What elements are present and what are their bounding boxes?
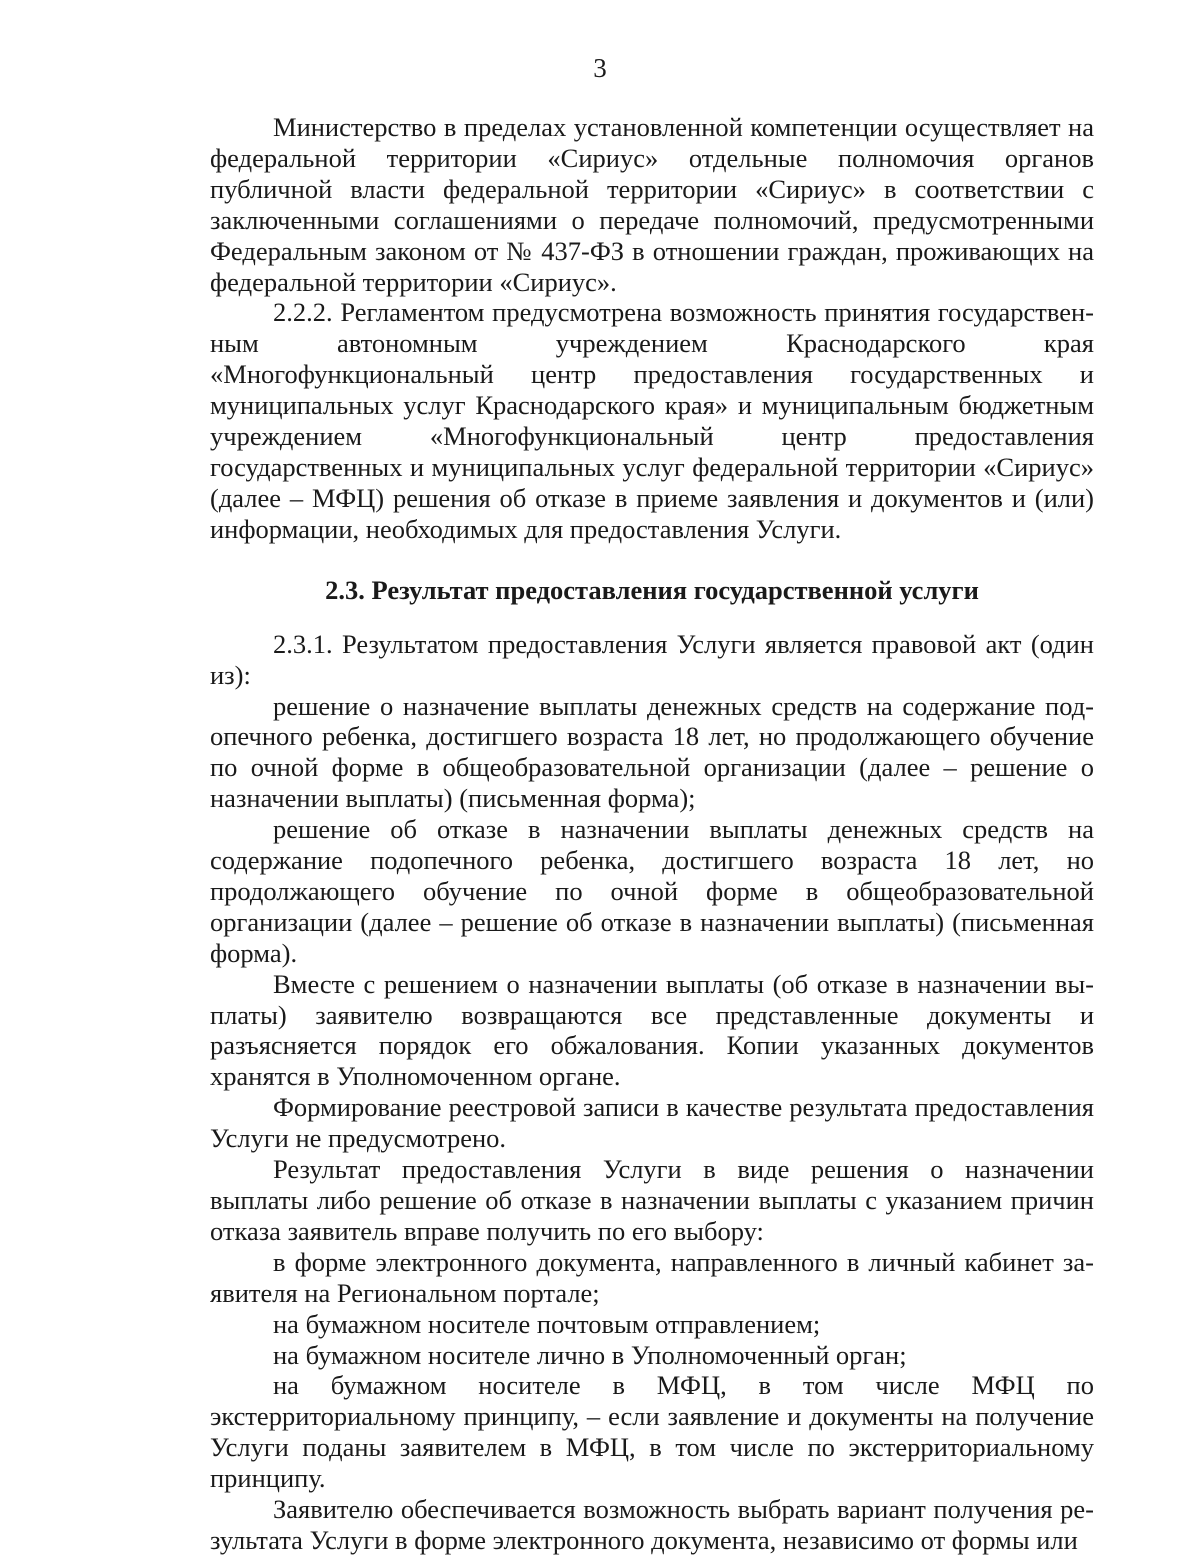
paragraph-electronic-form: в форме электронного документа, направленного в личный кабинет заявителя на Региональном портале; bbox=[210, 1246, 1094, 1308]
paragraph-2-3-1: 2.3.1. Результатом предоставления Услуги является правовой акт (один из): bbox=[210, 628, 1094, 690]
paragraph-result-choice: Результат предоставления Услуги в виде решения о назначении выплаты либо решение об отказе в назначении выплаты с указанием причин отказа заявитель вправе получить по его выбору: bbox=[210, 1154, 1094, 1246]
document-body bbox=[210, 112, 1094, 1556]
paragraph-paper-mail: на бумажном носителе почтовым отправлением; bbox=[273, 1308, 821, 1339]
page-number: 3 bbox=[593, 53, 607, 83]
paragraph-registry-record: Формирование реестровой записи в качестве результата предоставления Услуги не предусмотрено. bbox=[210, 1092, 1094, 1154]
paragraph-ministry-competence: Министерство в пределах установленной компетенции осуществляет на федеральной территории «Сириус» отдельные полномочия органов публичной власти федеральной территории «Сириус» в соответствии с заключенными соглашениями о передаче полномочий, предусмотренными Федеральным законом от № 437-ФЗ в отношении граждан, проживающих на федеральной территории «Сириус». bbox=[210, 112, 1094, 297]
paragraph-paper-mfc: на бумажном носителе в МФЦ, в том числе МФЦ по экстерриториальному принципу, – если заявление и документы на получение Услуги поданы заявителем в МФЦ, в том числе по экстерриториальному принципу. bbox=[210, 1370, 1094, 1494]
paragraph-documents-returned: Вместе с решением о назначении выплаты (об отказе в назначении выплаты) заявителю возвращаются все представленные документы и разъясняется порядок его обжалования. Копии указанных документов хранятся в Уполномоченном органе. bbox=[210, 968, 1094, 1092]
section-heading-2-3: 2.3. Результат предоставления государственной услуги bbox=[325, 574, 979, 605]
paragraph-decision-refuse: решение об отказе в назначении выплаты денежных средств на содержание подопечного ребенка, достигшего возраста 18 лет, но продолжающего обучение по очной форме в общеобразовательной организации (далее – решение об отказе в назначении выплаты) (письменная форма). bbox=[210, 814, 1094, 968]
paragraph-electronic-option: Заявителю обеспечивается возможность выбрать вариант получения результата Услуги в форме электронного документа, независимо от формы или bbox=[210, 1494, 1094, 1555]
paragraph-decision-assign: решение о назначение выплаты денежных средств на содержание подопечного ребенка, достигшего возраста 18 лет, но продолжающего обучение по очной форме в общеобразовательной организации (далее – решение о назначении выплаты) (письменная форма); bbox=[210, 690, 1094, 814]
paragraph-2-2-2: 2.2.2. Регламентом предусмотрена возможность принятия государственным автономным учреждением Краснодарского края «Многофункциональный центр предоставления государственных и муниципальных услуг Краснодарского края» и муниципальным бюджетным учреждением «Многофункциональный центр предоставления государственных и муниципальных услуг федеральной территории «Сириус» (далее – МФЦ) решения об отказе в приеме заявления и документов и (или) информации, необходимых для предоставления Услуги. bbox=[210, 297, 1094, 544]
paragraph-paper-in-person: на бумажном носителе лично в Уполномоченный орган; bbox=[273, 1339, 907, 1370]
